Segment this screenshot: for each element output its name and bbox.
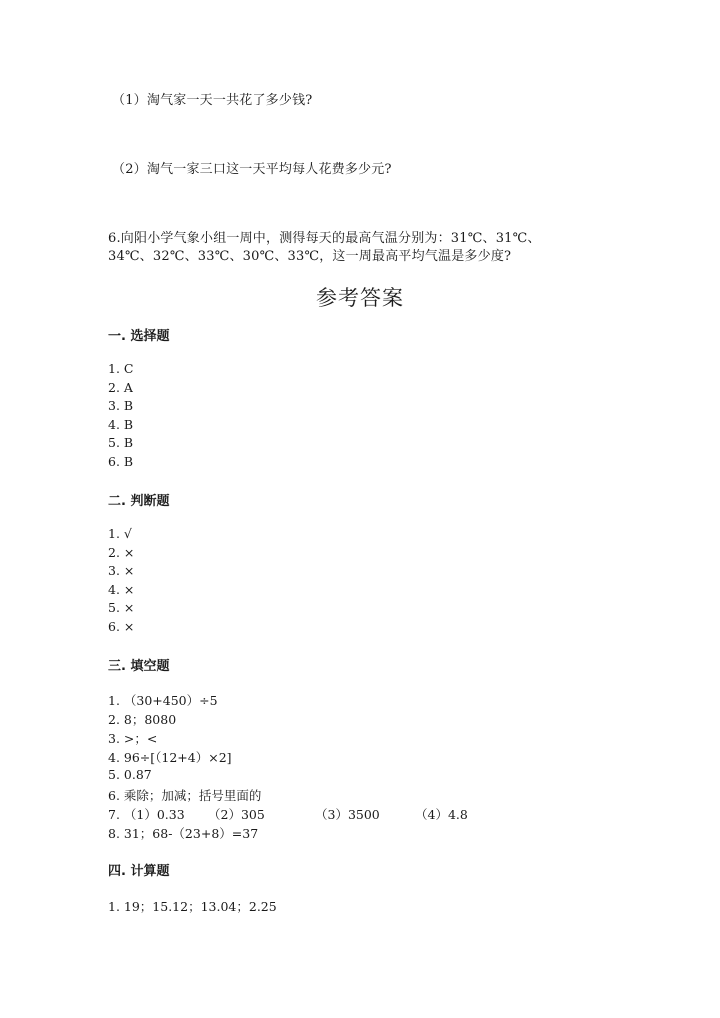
judgement-answer: 3. ×: [108, 563, 135, 578]
section-heading-fill-blank: 三. 填空题: [108, 659, 170, 674]
fill-blank-answer: 8. 31；68-（23+8）=37: [108, 826, 259, 841]
choice-answer: 6. B: [108, 454, 134, 469]
fill-blank-answer-7-1: 7. （1）0.33: [108, 807, 185, 822]
fill-blank-answer-7-2: （2）305: [208, 807, 265, 822]
choice-answer: 4. B: [108, 417, 134, 432]
calculation-answer: 1. 19；15.12；13.04；2.25: [108, 899, 277, 914]
choice-answer: 3. B: [108, 398, 134, 413]
fill-blank-answer: 1. （30+450）÷5: [108, 693, 218, 708]
fill-blank-answer: 3. >；<: [108, 731, 158, 746]
fill-blank-answer: 2. 8；8080: [108, 712, 177, 727]
fill-blank-answer: 5. 0.87: [108, 767, 152, 782]
judgement-answer: 2. ×: [108, 545, 135, 560]
fill-blank-answer: 6. 乘除；加减；括号里面的: [108, 788, 262, 803]
question-5-part-1: （1）淘气家一天一共花了多少钱?: [112, 93, 313, 108]
section-heading-calculation: 四. 计算题: [108, 864, 170, 879]
judgement-answer: 5. ×: [108, 600, 135, 615]
question-6-line-2: 34℃、32℃、33℃、30℃、33℃，这一周最高平均气温是多少度?: [108, 249, 512, 264]
fill-blank-answer-row-7: [108, 805, 508, 823]
fill-blank-answer-7-4: （4）4.8: [415, 807, 468, 822]
judgement-answer: 1. √: [108, 526, 132, 541]
answer-key-title: 参考答案: [316, 286, 404, 310]
fill-blank-answer-7-3: （3）3500: [315, 807, 380, 822]
question-5-part-2: （2）淘气一家三口这一天平均每人花费多少元?: [112, 162, 392, 177]
choice-answer: 1. C: [108, 361, 134, 376]
choice-answer: 5. B: [108, 435, 134, 450]
question-6-line-1: 6.向阳小学气象小组一周中，测得每天的最高气温分别为：31℃、31℃、: [108, 231, 541, 246]
fill-blank-answer: 4. 96÷[（12+4）×2]: [108, 750, 232, 765]
section-heading-judgement: 二. 判断题: [108, 494, 170, 509]
judgement-answer: 4. ×: [108, 582, 135, 597]
section-heading-choice: 一. 选择题: [108, 329, 170, 344]
choice-answer: 2. A: [108, 380, 133, 395]
judgement-answer: 6. ×: [108, 619, 135, 634]
